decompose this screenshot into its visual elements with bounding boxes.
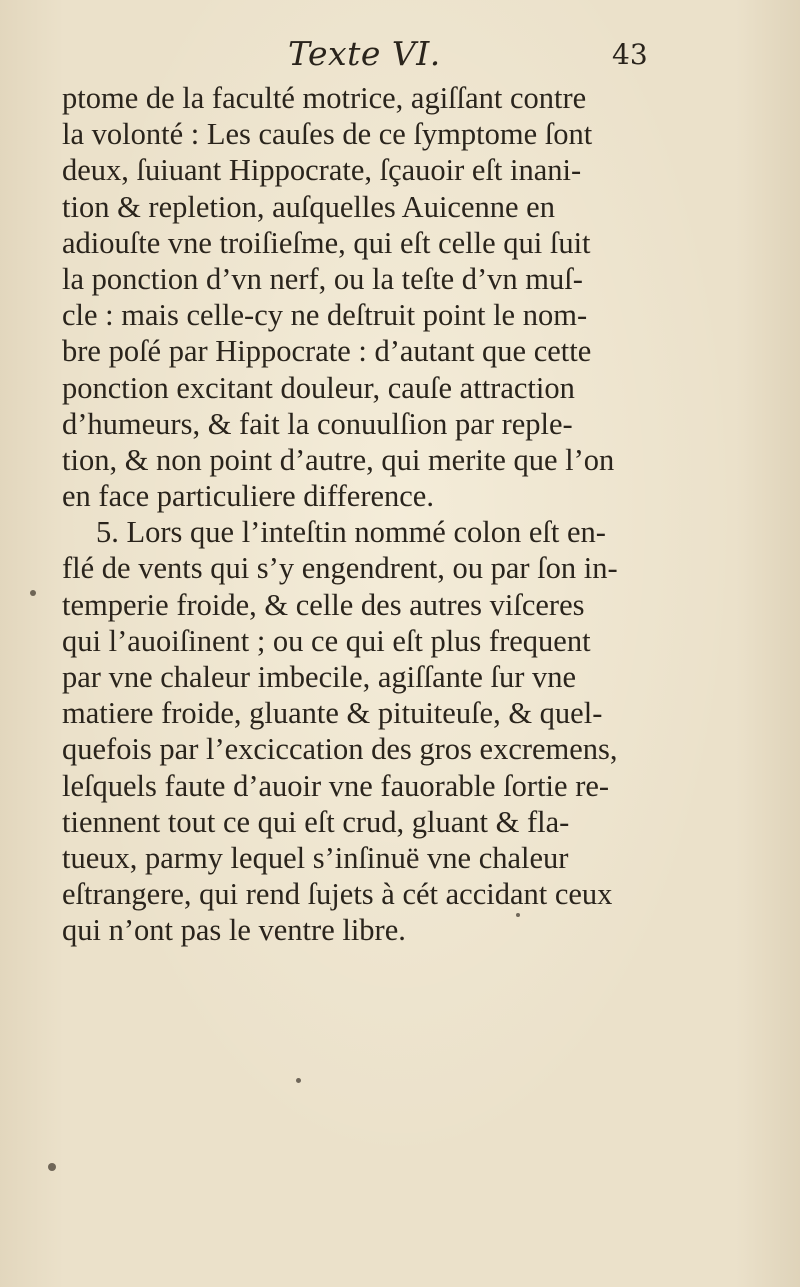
paper-speck (296, 1078, 301, 1083)
text-line: en face particuliere difference. (62, 479, 434, 514)
page-number: 43 (612, 38, 648, 71)
text-line: bre poſé par Hippocrate : d’autant que cette (62, 334, 592, 369)
text-line: tueux, parmy lequel s’inſinuë vne chaleur (62, 840, 569, 875)
text-line: quefois par l’exciccation des gros excremens, (62, 732, 618, 767)
text-line: matiere froide, gluante & pituiteuſe, & quel- (62, 696, 603, 731)
text-line: leſquels faute d’auoir vne fauorable ſortie re- (62, 768, 610, 803)
paragraph-start-line: 5. Lors que l’inteſtin nommé colon eſt en- (96, 515, 606, 550)
text-line: tiennent tout ce qui eſt crud, gluant & fla- (62, 804, 570, 839)
text-line: cle : mais celle-cy ne deſtruit point le nom- (62, 298, 588, 333)
text-line: d’humeurs, & fait la conuulſion par reple- (62, 406, 573, 441)
paper-speck (48, 1163, 56, 1171)
text-line: tion, & non point d’autre, qui merite que l’on (62, 442, 615, 477)
text-line: par vne chaleur imbecile, agiſſante ſur vne (62, 660, 577, 694)
text-line: ptome de la faculté motrice, agiſſant contre (62, 81, 587, 115)
text-line: temperie froide, & celle des autres viſceres (62, 587, 585, 622)
paper-speck (516, 913, 520, 917)
text-line: deux, ſuiuant Hippocrate, ſçauoir eſt inani- (62, 153, 582, 188)
body-text (62, 80, 682, 949)
text-line: qui n’ont pas le ventre libre. (62, 913, 406, 948)
text-line: la ponction d’vn nerf, ou la teſte d’vn muſ- (62, 261, 583, 296)
text-line: qui l’auoiſinent ; ou ce qui eſt plus frequent (62, 623, 591, 658)
text-line: la volonté : Les cauſes de ce ſymptome ſont (62, 117, 593, 152)
paper-speck (30, 590, 36, 596)
text-line: adiouſte vne troiſieſme, qui eſt celle qui ſuit (62, 225, 591, 260)
running-head: Texte VI. (288, 34, 441, 73)
text-line: flé de vents qui s’y engendrent, ou par ſon in- (62, 551, 618, 586)
text-line: eſtrangere, qui rend ſujets à cét accidant ceux (62, 877, 613, 912)
text-line: ponction excitant douleur, cauſe attraction (62, 370, 575, 405)
text-line: tion & repletion, auſquelles Auicenne en (62, 189, 555, 224)
